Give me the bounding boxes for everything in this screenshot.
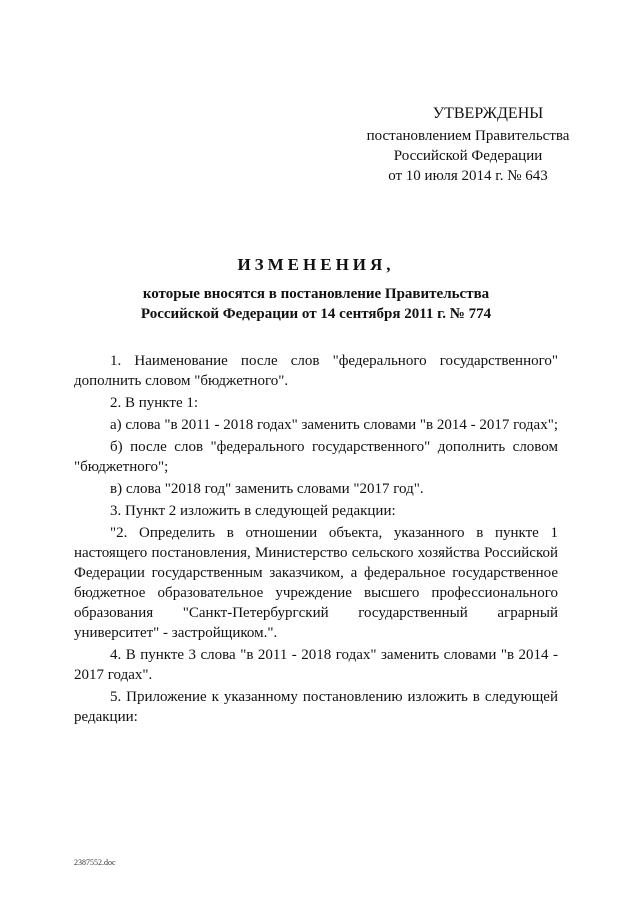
approval-line-1: постановлением Правительства bbox=[366, 128, 570, 144]
paragraph-5: 5. Приложение к указанному постановлению изложить в следующей редакции: bbox=[74, 689, 558, 725]
title-sub-line-1: которые вносятся в постановление Правительства bbox=[142, 286, 490, 302]
document-title bbox=[74, 255, 558, 324]
paragraph-1: 1. Наименование после слов "федерального государственного" дополнить словом "бюджетного". bbox=[74, 353, 558, 389]
paragraph-3: 3. Пункт 2 изложить в следующей редакции: bbox=[110, 503, 396, 519]
document-body bbox=[74, 351, 558, 729]
paragraph-2: 2. В пункте 1: bbox=[110, 395, 199, 411]
paragraph-2a: а) слова "в 2011 - 2018 годах" заменить словами "в 2014 - 2017 годах"; bbox=[110, 417, 559, 433]
paragraph-2b: б) после слов "федерального государственного" дополнить словом "бюджетного"; bbox=[74, 439, 558, 475]
approval-line-3: от 10 июля 2014 г. № 643 bbox=[388, 168, 548, 184]
paragraph-4: 4. В пункте 3 слова "в 2011 - 2018 годах" заменить словами "в 2014 - 2017 годах". bbox=[74, 647, 558, 683]
paragraph-3-quote: "2. Определить в отношении объекта, указанного в пункте 1 настоящего постановления, Министерство сельского хозяйства Российской Федерации государственным заказчиком, а федеральное государственное бюджетное образовательное учреждение высшего профессионального образования "Санкт-Петербургский государственный аграрный университет" - застройщиком.". bbox=[74, 525, 558, 641]
approval-heading: УТВЕРЖДЕНЫ bbox=[432, 105, 544, 122]
file-name-footer: 2387552.doc bbox=[74, 858, 116, 867]
approval-line-2: Российской Федерации bbox=[393, 148, 543, 164]
paragraph-2c: в) слова "2018 год" заменить словами "2017 год". bbox=[110, 481, 424, 497]
approval-stamp bbox=[318, 104, 618, 186]
title-main: ИЗМЕНЕНИЯ, bbox=[237, 255, 395, 274]
title-sub-line-2: Российской Федерации от 14 сентября 2011 г. № 774 bbox=[140, 306, 492, 322]
